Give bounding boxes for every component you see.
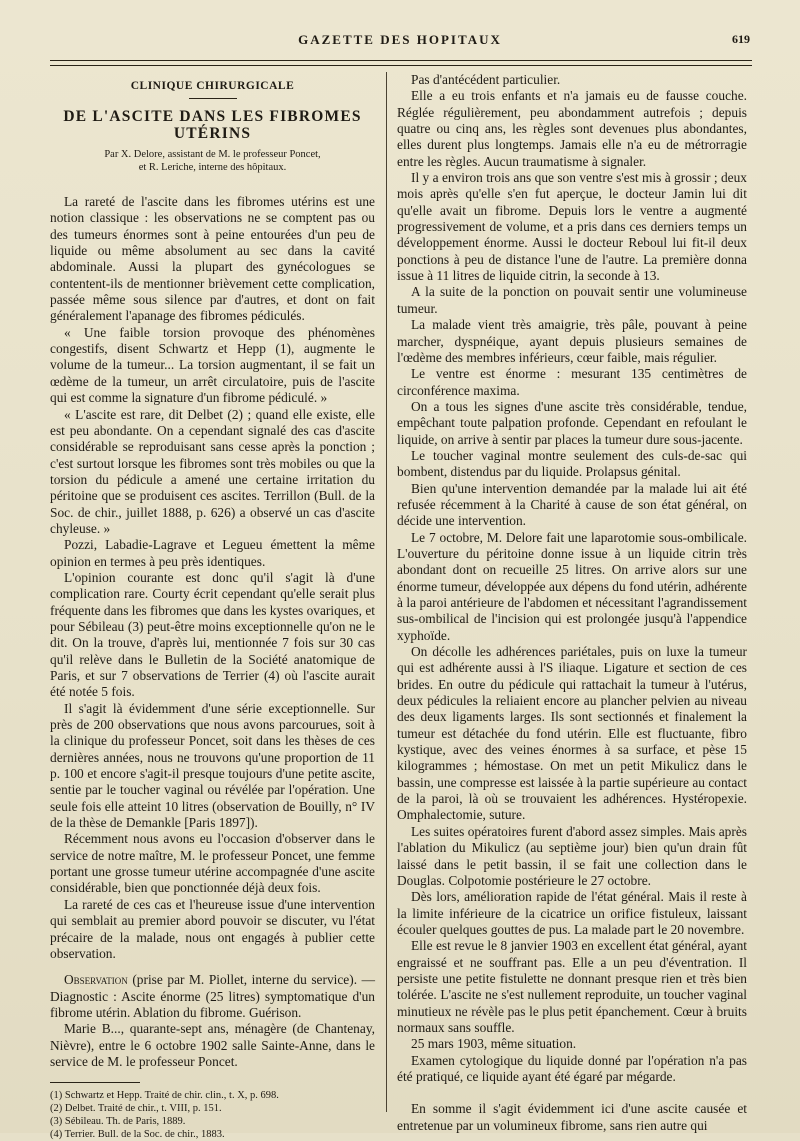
paragraph: La malade vient très amaigrie, très pâle, pouvant à peine marcher, dyspnéique, ayant depuis plusieurs semaines de l'œdème des membres inférieurs, cœur faible, mais régulier. <box>397 317 747 365</box>
section-heading: CLINIQUE CHIRURGICALE <box>130 80 295 92</box>
byline <box>50 148 375 174</box>
paragraph-gap <box>397 1085 747 1101</box>
paragraph: « L'ascite est rare, dit Delbet (2) ; quand elle existe, elle est peu abondante. On a cependant signalé des cas d'ascite considérable se reproduisant sans cesse après la ponction ; c'est surtout lorsque les fibromes sont très mobiles ou que la torsion du pédicule a amené une certaine irritation du péritoine que se produisent ces ascites. Terrillon (Bull. de la Soc. de chir., juillet 1888, p. 626) a observé un cas d'ascite chyleuse. » <box>50 406 375 536</box>
paragraph: On a tous les signes d'une ascite très considérable, tendue, empêchant toute palpation profonde. Cependant en refoulant le liquide, on arrive à sentir par places la tumeur dure sous-jacente. <box>397 398 747 447</box>
column-divider <box>386 72 387 1112</box>
observation-text: (prise par M. Piollet, interne du service). — Diagnostic : Ascite énorme (25 litres) symptomatique d'un fibrome utérin. Ablation du fibrome. Guérison. <box>50 972 375 1020</box>
paragraph: Bien qu'une intervention demandée par la malade lui ait été refusée récemment à la Charité à cause de son état général, on décide une intervention. <box>397 480 747 529</box>
paragraph: Elle a eu trois enfants et n'a jamais eu de fausse couche. Réglée régulièrement, peu abondamment autrefois ; depuis quatre ou cinq ans, les règles sont devenues plus abondantes, elles durent plus longtemps. Jamais elle n'a eu de métrorragie entre les règles. Aucun traumatisme à signaler. <box>397 88 747 169</box>
paragraph: A la suite de la ponction on pouvait sentir une volumineuse tumeur. <box>397 284 747 316</box>
paragraph: Récemment nous avons eu l'occasion d'observer dans le service de notre maître, M. le professeur Poncet, une femme portant une grosse tumeur utérine accompagnée d'une ascite considérable, bien que ponctionnée déjà deux fois. <box>50 831 375 896</box>
paragraph: Les suites opératoires furent d'abord assez simples. Mais après l'ablation du Mikulicz (au septième jour) bien qu'un drain fût laissé dans le petit bassin, il se fait une collection dans le Douglas. Colpotomie postérieure le 27 octobre. <box>397 823 747 888</box>
paragraph: Dès lors, amélioration rapide de l'état général. Mais il reste à la limite inférieure de la cicatrice un orifice fistuleux, laissant écouler quelques gouttes de pus. La malade part le 20 novembre. <box>397 889 747 937</box>
paragraph: 25 mars 1903, même situation. <box>411 1036 577 1052</box>
paragraph: Pozzi, Labadie-Lagrave et Legueu émettent la même opinion en termes à peu près identiques. <box>50 537 375 569</box>
closing-paragraph: En somme il s'agit évidemment ici d'une ascite causée et entretenue par un volumineux fibrome, sans rien autre qui <box>397 1101 747 1133</box>
footnote: (1) Schwartz et Hepp. Traité de chir. clin., t. X, p. 698. <box>50 1090 279 1102</box>
paragraph: La rareté de ces cas et l'heureuse issue d'une intervention qui semblait au premier abord pouvoir se discuter, vu l'état précaire de la malade, nous ont engagés à publier cette observation. <box>50 896 375 961</box>
footnote: (3) Sébileau. Th. de Paris, 1889. <box>50 1116 186 1128</box>
footnote: (2) Delbet. Traité de chir., t. VIII, p. 151. <box>50 1103 222 1115</box>
page-header <box>50 32 750 50</box>
footnote: (4) Terrier. Bull. de la Soc. de chir., 1883. <box>50 1129 225 1141</box>
article-title: DE L'ASCITE DANS LES FIBROMES UTÉRINS <box>63 108 362 142</box>
left-column <box>50 72 375 1141</box>
byline-line: et R. Leriche, interne des hôpitaux. <box>138 162 287 174</box>
paragraph: L'opinion courante est donc qu'il s'agit là d'une complication rare. Courty écrit cependant qu'elle serait plus fréquente dans les fibromes que dans les kystes ovariques, et pour Sébileau (3) peut-être moins exceptionnelle qu'on ne le dit. On la trouve, d'après lui, mentionnée 7 fois sur 30 cas qu'il relève dans le Bulletin de la Société anatomique de Paris, et sur 7 observations de Terrier (4) où l'ascite aurait été notée 5 fois. <box>50 569 376 700</box>
footnote-rule <box>50 1082 140 1083</box>
paragraph: Le ventre est énorme : mesurant 135 centimètres de circonférence maxima. <box>397 366 747 398</box>
header-rule <box>50 60 752 61</box>
section-rule <box>189 98 237 99</box>
paragraph: On décolle les adhérences pariétales, puis on luxe la tumeur qui est adhérente aussi à l'S iliaque. Ligature et section de ces brides. En outre du pédicule qui rattachait la tumeur à l'utérus, deux pédicules la reliaient encore au plancher pelvien au niveau des deux ligaments larges. Ils sont sectionnés et finalement la tumeur est détachée du fond utérin. Elle est fluctuante, fibro kystique, avec des veines énormes à sa surface, et pèse 15 kilogrammes ; hémostase. On met un petit Mikulicz dans le bassin, une compresse est laissée à la partie supérieure au contact de la paroi, là où se trouvaient les adhérences. Hystéropexie. Omphalectomie, suture. <box>397 644 747 823</box>
header-rule-secondary <box>50 65 752 66</box>
paragraph: Le 7 octobre, M. Delore fait une laparotomie sous-ombilicale. L'ouverture du péritoine donne issue à un liquide citrin très abondant dont on recueille 25 litres. On arrive alors sur une énorme tumeur, développée aux dépens du fond utérin, adhérente à la paroi antérieure de l'abdomen et nécessitant l'agrandissement sus-ombilical de l'incision qui est prolongée jusqu'à l'appendice xyphoïde. <box>397 529 747 643</box>
running-head: GAZETTE DES HOPITAUX <box>298 32 502 47</box>
observation-paragraph <box>50 972 375 1021</box>
observation-label: Observation <box>64 972 128 988</box>
byline-line: Par X. Delore, assistant de M. le professeur Poncet, <box>104 149 321 161</box>
paragraph: Pas d'antécédent particulier. <box>411 72 561 87</box>
right-column <box>397 72 747 1134</box>
paragraph: Elle est revue le 8 janvier 1903 en excellent état général, ayant engraissé et ne souffrant pas. Elle a un peu d'éventration. Il persiste une petite fistulette ne donnant presque rien et très bien tolérée. L'ascite ne s'est nullement reproduite, un toucher vaginal minutieux ne révèle pas le plus petit épanchement. Cœur à bruits normaux sans souffle. <box>397 938 747 1035</box>
page-number: 619 <box>732 32 750 46</box>
paragraph: Examen cytologique du liquide donné par l'opération n'a pas été pratiqué, ce liquide ayant été égaré par mégarde. <box>397 1052 747 1084</box>
paragraph: « Une faible torsion provoque des phénomènes congestifs, disent Schwartz et Hepp (1), augmente le volume de la tumeur... La torsion augmentant, il se fait un œdème de la tumeur, un arrêt circulatoire, puis de l'ascite qui est comme la signature d'un fibrome pédiculé. » <box>50 324 375 406</box>
paragraph: Il y a environ trois ans que son ventre s'est mis à grossir ; deux mois après qu'elle s'en fut aperçue, le docteur Jamin lui dit qu'elle avait un fibrome. Depuis lors le ventre a augmenté progressivement de volume, et a pris dans ces derniers temps un développement énorme. Aussi le docteur Reboul lui fit-il deux ponctions à peu de distance l'une de l'autre. La première donna issue à 11 litres de liquide citrin, la seconde à 13. <box>397 170 747 284</box>
paragraph: Il s'agit là évidemment d'une série exceptionnelle. Sur près de 200 observations que nous avons parcourues, soit à la clinique du professeur Poncet, soit dans les thèses de ces dernières années, nous ne trouvons qu'une proportion de 11 p. 100 et encore s'agit-il presque toujours d'une petite ascite, sentie par le toucher vaginal ou révélée par l'opération. Une seule fois elle atteint 10 litres (observation de Bouilly, n° IV de la thèse de Demankle [Paris 1897]). <box>50 700 375 831</box>
paragraph: La rareté de l'ascite dans les fibromes utérins est une notion classique : les observations ne se comptent pas ou des tumeurs énormes sont à peine entourées d'un peu de liquide ou même absolument au sec dans la cavité abdominale. Aussi la plupart des gynécologues se contentent-ils de mentionner brièvement cette complication, passée même sous silence par d'autres, et dont on fait généralement l'apanage des fibromes pédiculés. <box>50 194 375 324</box>
paragraph: Le toucher vaginal montre seulement des culs-de-sac qui bombent, distendus par du liquide. Prolapsus génital. <box>397 447 747 480</box>
paragraph: Marie B..., quarante-sept ans, ménagère (de Chantenay, Nièvre), entre le 6 octobre 1902 salle Sainte-Anne, dans le service de M. le professeur Poncet. <box>50 1021 375 1069</box>
